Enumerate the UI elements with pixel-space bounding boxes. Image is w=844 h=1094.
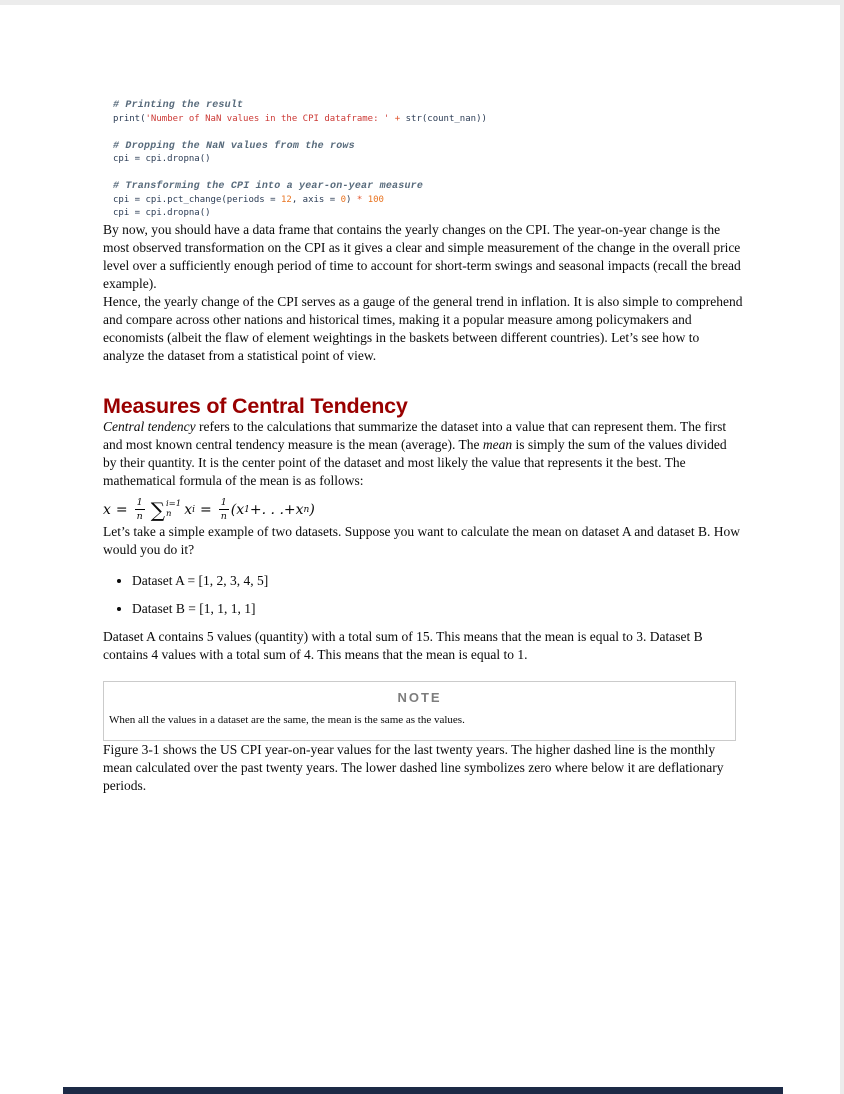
code-number: 12: [280, 194, 292, 205]
page-edge-right: [840, 0, 844, 1094]
code-line: [113, 207, 743, 221]
formula-subscript: i: [192, 504, 196, 515]
list-item-dataset-b: • Dataset B = [1, 1, 1, 1]: [132, 600, 743, 618]
page-edge-top: [0, 0, 844, 5]
formula-paren: ): [309, 501, 315, 518]
code-line: [113, 180, 743, 194]
dataset-list: [103, 572, 743, 618]
code-line: [113, 194, 743, 208]
formula-fraction: [219, 498, 229, 521]
sum-limits: [166, 500, 181, 520]
code-number: 100: [367, 194, 384, 205]
formula-sum: [150, 497, 182, 522]
paragraph-yearly-change: Hence, the yearly change of the CPI serves as a gauge of the general trend in inflation. It is also simple to comprehend and compare across other nations and historical times, making it a popular measure among policymakers and economists (albeit the flaw of element weightings in the baskets between different countries). Let’s see how to analyze the dataset from a statistical point of view.: [103, 293, 743, 363]
code-comment: # Dropping the NaN values from the rows: [113, 140, 355, 152]
formula-variable: x: [184, 501, 193, 518]
paragraph-text: is simply the sum of the values divided by their quantity. It is the center point of the dataset and most likely the value that represents it the best. The mathematical formula of the mean is as follows:: [103, 436, 727, 488]
section-heading: Measures of Central Tendency: [103, 393, 408, 418]
code-line: [113, 153, 743, 167]
code-text: print(: [113, 113, 146, 124]
italic-term-central-tendency: Central tendency: [103, 418, 196, 434]
note-box: [103, 681, 736, 741]
mean-formula: [103, 497, 743, 523]
page-content: [103, 99, 743, 795]
paragraph-cpi-dataframe: By now, you should have a data frame that contains the yearly changes on the CPI. The year-on-year change is the most observed transformation on the CPI as it gives a clear and simple measurement of the change in the overall price level over a sufficiently enough period of time to account for short-term swings and seasonal impacts (recall the bread example).: [103, 221, 741, 291]
fraction-numerator: 1: [136, 497, 143, 508]
paragraph-text: refers to the calculations that summarize the dataset into a value that can represent them. The first and most known central tendency measure is the mean (average). The: [103, 418, 727, 452]
italic-term-mean: mean: [482, 436, 513, 452]
code-string: 'Number of NaN values in the CPI dataframe: ': [145, 113, 390, 124]
fraction-denominator: n: [220, 510, 227, 522]
code-number: 0: [340, 194, 347, 205]
paragraph-mean-results: Dataset A contains 5 values (quantity) with a total sum of 15. This means that the mean is equal to 3. Dataset B contains 4 values with a total sum of 4. This means that the mean is equal to 1.: [103, 628, 703, 662]
code-operator: +: [389, 113, 406, 124]
formula-variable: x: [103, 501, 111, 518]
code-operator: *: [356, 194, 368, 205]
sum-lower-limit: n: [165, 508, 172, 519]
code-text: str(count_nan)): [405, 113, 487, 124]
formula-subscript: n: [303, 504, 310, 515]
fraction-numerator: 1: [220, 497, 227, 508]
code-text: ): [346, 194, 357, 205]
formula-equals: =: [200, 501, 212, 518]
formula-subscript: 1: [244, 504, 250, 515]
paragraph-example-intro: Let’s take a simple example of two datasets. Suppose you want to calculate the mean on dataset A and dataset B. How would you do it?: [103, 523, 740, 557]
paragraph-central-tendency: [103, 418, 743, 490]
code-comment: # Printing the result: [113, 100, 244, 111]
note-title: NOTE: [397, 689, 442, 705]
formula-paren: (: [230, 501, 237, 518]
formula-equals: =: [115, 501, 128, 518]
formula-fraction: [135, 498, 145, 521]
formula-dots: +. . .+: [249, 501, 296, 518]
code-line: [113, 113, 743, 127]
paragraph-figure-description: Figure 3-1 shows the US CPI year-on-year values for the last twenty years. The higher dashed line is the monthly mean calculated over the past twenty years. The lower dashed line symbolizes zero where below it are deflationary periods.: [103, 741, 724, 793]
fraction-denominator: n: [136, 510, 143, 522]
code-text: cpi = cpi.dropna(): [113, 208, 211, 218]
note-text: When all the values in a dataset are the same, the mean is the same as the values.: [109, 713, 465, 726]
code-text: , axis =: [291, 194, 341, 205]
formula-variable: x: [236, 501, 245, 518]
code-line: [113, 140, 743, 154]
sum-upper-limit: i=1: [165, 498, 182, 509]
code-line: [113, 99, 743, 113]
formula-variable: x: [295, 501, 304, 518]
list-item-dataset-a: • Dataset A = [1, 2, 3, 4, 5]: [132, 572, 743, 590]
sigma-symbol: ∑: [150, 497, 165, 522]
code-blank-line: [113, 126, 743, 140]
code-text: cpi = cpi.pct_change(periods =: [113, 194, 281, 205]
code-text: cpi = cpi.dropna(): [113, 154, 211, 164]
code-block: [103, 99, 743, 221]
code-blank-line: [113, 167, 743, 181]
figure-top-edge: [63, 1087, 783, 1094]
code-comment: # Transforming the CPI into a year-on-year measure: [113, 181, 424, 192]
